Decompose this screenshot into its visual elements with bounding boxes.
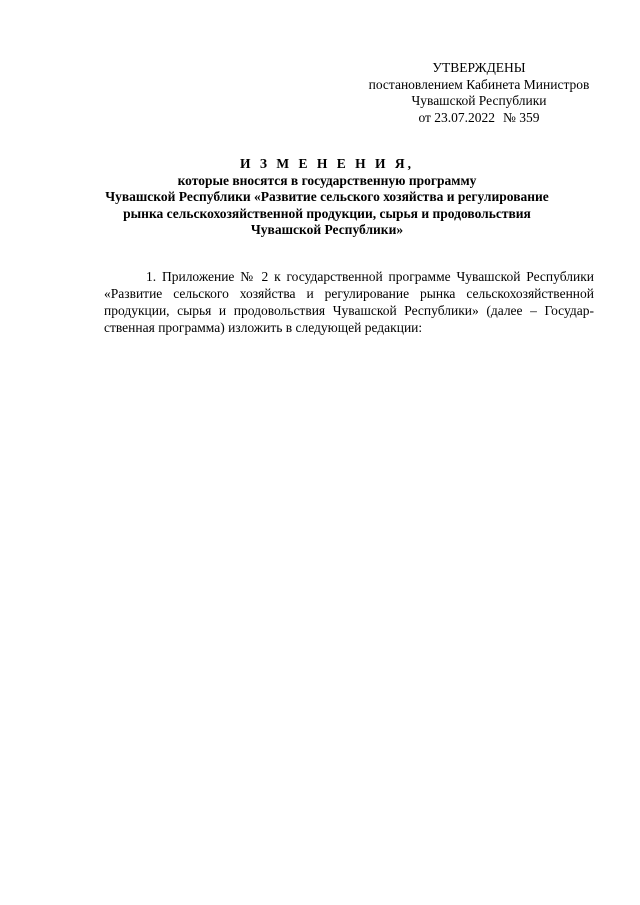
heading-line: которые вносятся в государственную программу — [177, 172, 477, 188]
paragraph-line: 1. Приложение № 2 к государственной программе Чувашской Республики — [146, 269, 594, 284]
document-body — [104, 268, 594, 336]
document-heading — [100, 156, 554, 239]
paragraph-line: продукции, сырья и продовольствия Чувашской Республики» (далее – Государ- — [104, 303, 594, 318]
paragraph-1 — [104, 268, 594, 336]
heading-line: Чувашской Республики» — [250, 222, 404, 237]
approval-stamp — [350, 60, 608, 126]
approval-title: УТВЕРЖДЕНЫ — [432, 60, 526, 75]
approval-date-line — [350, 110, 608, 127]
heading-title: И З М Е Н Е Н И Я, — [239, 156, 414, 171]
approval-republic: Чувашской Республики — [411, 93, 547, 108]
approval-authority: постановлением Кабинета Министров — [368, 76, 590, 92]
approval-number: № 359 — [503, 109, 540, 125]
paragraph-line: ственная программа) изложить в следующей редакции: — [104, 320, 423, 335]
paragraph-line: «Развитие сельского хозяйства и регулирование рынка сельскохозяйственной — [104, 286, 594, 301]
heading-line: рынка сельскохозяйственной продукции, сырья и продовольствия — [123, 205, 531, 221]
approval-date: от 23.07.2022 — [418, 109, 496, 125]
heading-line: Чувашской Республики «Развитие сельского хозяйства и регулирование — [105, 189, 549, 204]
